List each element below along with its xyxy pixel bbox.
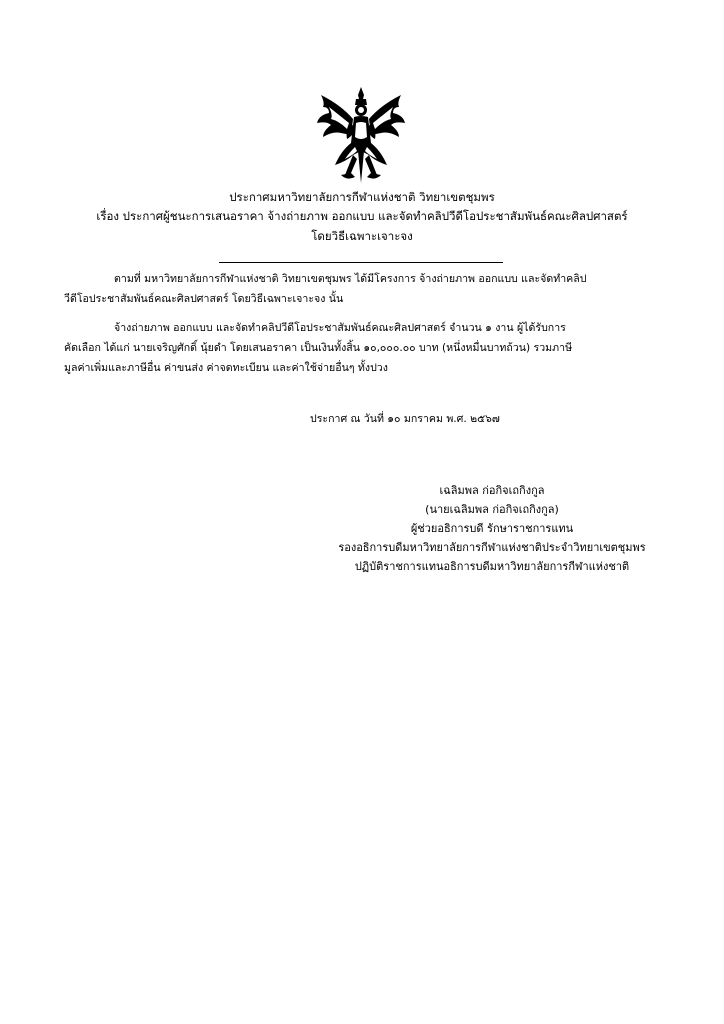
paragraph-1-line-2: วีดีโอประชาสัมพันธ์คณะศิลปศาสตร์ โดยวิธีเฉพาะเจาะจง นั้น bbox=[64, 293, 344, 305]
paragraph-2-line-2: คัดเลือก ได้แก่ นายเจริญศักดิ์ นุ้ยดำ โดยเสนอราคา เป็นเงินทั้งสิ้น ๑๐,๐๐๐.๐๐ บาท (หนึ่งหมื่นบาทถ้วน) รวมภาษี bbox=[64, 342, 573, 354]
paragraph-2-line-1: จ้างถ่ายภาพ ออกแบบ และจัดทำคลิปวีดีโอประชาสัมพันธ์คณะศิลปศาสตร์ จำนวน ๑ งาน ผู้ได้รับการ bbox=[114, 322, 566, 334]
garuda-emblem-icon bbox=[311, 85, 411, 185]
document-subject: เรื่อง ประกาศผู้ชนะการเสนอราคา จ้างถ่ายภาพ ออกแบบ และจัดทำคลิปวีดีโอประชาสัมพันธ์คณะศิลปศาสตร์ bbox=[96, 209, 628, 223]
signer-role-2: รองอธิการบดีมหาวิทยาลัยการกีฬาแห่งชาติประจำวิทยาเขตชุมพร bbox=[338, 541, 646, 554]
signer-role-3: ปฏิบัติราชการแทนอธิการบดีมหาวิทยาลัยการกีฬาแห่งชาติ bbox=[354, 560, 630, 573]
document-title: ประกาศมหาวิทยาลัยการกีฬาแห่งชาติ วิทยาเขตชุมพร bbox=[229, 190, 495, 204]
signer-role-1: ผู้ช่วยอธิการบดี รักษาราชการแทน bbox=[410, 522, 574, 535]
announce-date: ประกาศ ณ วันที่ ๑๐ มกราคม พ.ศ. ๒๕๖๗ bbox=[310, 413, 500, 425]
printed-name: (นายเฉลิมพล ก่อกิจเถกิงกูล) bbox=[425, 503, 559, 516]
paragraph-2-line-3: มูลค่าเพิ่มและภาษีอื่น ค่าขนส่ง ค่าจดทะเบียน และค่าใช้จ่ายอื่นๆ ทั้งปวง bbox=[64, 362, 388, 374]
procurement-method: โดยวิธีเฉพาะเจาะจง bbox=[311, 229, 413, 243]
signed-name: เฉลิมพล ก่อกิจเถกิงกูล bbox=[439, 484, 545, 497]
paragraph-1-line-1: ตามที่ มหาวิทยาลัยการกีฬาแห่งชาติ วิทยาเขตชุมพร ได้มีโครงการ จ้างถ่ายภาพ ออกแบบ และจัดทำคลิป bbox=[114, 273, 587, 285]
title-divider bbox=[219, 262, 503, 263]
